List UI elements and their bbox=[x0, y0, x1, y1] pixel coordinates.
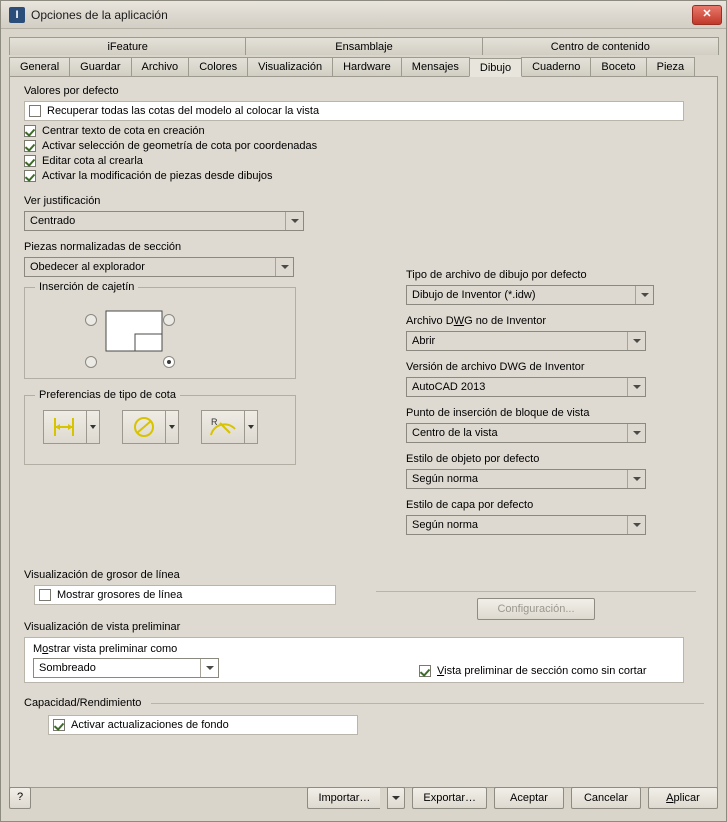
tab-bar bbox=[1, 29, 726, 76]
mostrar-vista-preliminar-label: Mostrar vista preliminar como bbox=[33, 643, 178, 655]
tab-general[interactable]: General bbox=[9, 57, 70, 76]
help-icon[interactable]: ? bbox=[9, 787, 31, 809]
tab-dibujo[interactable]: Dibujo bbox=[469, 58, 522, 77]
tipo-archivo-label: Tipo de archivo de dibujo por defecto bbox=[406, 269, 587, 281]
estilo-objeto-value: Según norma bbox=[412, 473, 479, 485]
linear-dimension-button[interactable] bbox=[43, 410, 100, 444]
estilo-capa-value: Según norma bbox=[412, 519, 479, 531]
chevron-down-icon[interactable] bbox=[627, 470, 645, 488]
title-block-preview-icon bbox=[105, 310, 163, 356]
title-bar bbox=[1, 1, 726, 29]
dwg-label: Archivo DWG no de Inventor bbox=[406, 315, 547, 327]
seleccion-geometria-label: Activar selección de geometría de cota por coordenadas bbox=[42, 140, 318, 152]
importar-split-button[interactable] bbox=[300, 787, 405, 809]
cajetin-radio-top-right[interactable] bbox=[163, 314, 175, 326]
mostrar-grosores-row[interactable] bbox=[34, 585, 336, 605]
piezas-normalizadas-value: Obedecer al explorador bbox=[30, 261, 145, 273]
preferencias-cota-legend: Preferencias de tipo de cota bbox=[35, 389, 180, 401]
dwg-version-value: AutoCAD 2013 bbox=[412, 381, 486, 393]
dialog-footer bbox=[9, 783, 718, 813]
chevron-down-icon[interactable] bbox=[200, 659, 218, 677]
radial-dimension-dropdown[interactable] bbox=[245, 410, 258, 444]
cajetin-radio-bottom-left[interactable] bbox=[85, 356, 97, 368]
estilo-capa-combo[interactable] bbox=[406, 515, 646, 535]
estilo-capa-label: Estilo de capa por defecto bbox=[406, 499, 534, 511]
tab-archivo[interactable]: Archivo bbox=[131, 57, 190, 76]
ver-justificacion-combo[interactable] bbox=[24, 211, 304, 231]
vista-preliminar-seccion-row[interactable] bbox=[419, 665, 647, 677]
vista-preliminar-box bbox=[24, 637, 684, 683]
tab-ensamblaje[interactable]: Ensamblaje bbox=[245, 37, 482, 55]
aceptar-button[interactable]: Aceptar bbox=[494, 787, 564, 809]
modificacion-piezas-label: Activar la modificación de piezas desde dibujos bbox=[42, 170, 273, 182]
vista-preliminar-seccion-checkbox[interactable] bbox=[419, 665, 431, 677]
window-title: Opciones de la aplicación bbox=[31, 7, 168, 22]
cajetin-radio-bottom-right[interactable] bbox=[163, 356, 175, 368]
piezas-normalizadas-label: Piezas normalizadas de sección bbox=[24, 241, 182, 253]
inventor-icon: I bbox=[9, 7, 25, 23]
editar-cota-row[interactable] bbox=[24, 155, 354, 167]
seleccion-geometria-row[interactable] bbox=[24, 140, 354, 152]
angular-dimension-dropdown[interactable] bbox=[166, 410, 179, 444]
vista-preliminar-seccion-label: Vista preliminar de sección como sin cortar bbox=[437, 665, 647, 677]
vista-preliminar-value: Sombreado bbox=[39, 662, 96, 674]
tab-guardar[interactable]: Guardar bbox=[69, 57, 131, 76]
estilo-objeto-label: Estilo de objeto por defecto bbox=[406, 453, 540, 465]
tab-centro-de-contenido[interactable]: Centro de contenido bbox=[482, 37, 719, 55]
importar-button[interactable]: Importar… bbox=[307, 787, 380, 809]
actualizaciones-fondo-row[interactable] bbox=[48, 715, 358, 735]
editar-cota-checkbox[interactable] bbox=[24, 155, 36, 167]
chevron-down-icon[interactable] bbox=[627, 332, 645, 350]
insercion-cajetin-group bbox=[24, 281, 296, 379]
ver-justificacion-value: Centrado bbox=[30, 215, 76, 227]
dwg-value: Abrir bbox=[412, 335, 436, 347]
svg-text:R: R bbox=[211, 417, 218, 427]
chevron-down-icon[interactable] bbox=[635, 286, 653, 304]
close-icon[interactable]: ✕ bbox=[692, 5, 722, 25]
dwg-version-label: Versión de archivo DWG de Inventor bbox=[406, 361, 585, 373]
actualizaciones-fondo-checkbox[interactable] bbox=[53, 719, 65, 731]
tab-visualizacion[interactable]: Visualización bbox=[247, 57, 333, 76]
aplicar-button[interactable]: A plicar bbox=[648, 787, 718, 809]
angular-dimension-icon bbox=[122, 410, 166, 444]
performance-section bbox=[24, 697, 704, 735]
tab-hardware[interactable]: Hardware bbox=[332, 57, 402, 76]
chevron-down-icon[interactable] bbox=[627, 378, 645, 396]
tab-row-bottom bbox=[9, 55, 718, 76]
radial-dimension-button[interactable] bbox=[201, 410, 258, 444]
recuperar-cotas-checkbox[interactable] bbox=[29, 105, 41, 117]
defaults-section bbox=[24, 85, 354, 465]
chevron-down-icon[interactable] bbox=[627, 516, 645, 534]
dibujo-panel bbox=[9, 76, 718, 788]
modificacion-piezas-checkbox[interactable] bbox=[24, 170, 36, 182]
radial-dimension-icon bbox=[201, 410, 245, 444]
tab-pieza[interactable]: Pieza bbox=[646, 57, 696, 76]
tab-cuaderno[interactable]: Cuaderno bbox=[521, 57, 591, 76]
estilo-objeto-combo[interactable] bbox=[406, 469, 646, 489]
importar-dropdown-icon[interactable] bbox=[387, 787, 405, 809]
mostrar-grosores-label: Mostrar grosores de línea bbox=[57, 589, 183, 601]
line-weight-section bbox=[24, 569, 704, 620]
tipo-archivo-combo[interactable] bbox=[406, 285, 654, 305]
performance-divider bbox=[151, 703, 704, 704]
tab-ifeature[interactable]: iFeature bbox=[9, 37, 246, 55]
angular-dimension-button[interactable] bbox=[122, 410, 179, 444]
recuperar-cotas-row[interactable] bbox=[24, 101, 684, 121]
preferencias-cota-group bbox=[24, 389, 296, 465]
ver-justificacion-label: Ver justificación bbox=[24, 195, 101, 207]
punto-insercion-label: Punto de inserción de bloque de vista bbox=[406, 407, 590, 419]
vista-preliminar-label: Visualización de vista preliminar bbox=[24, 621, 181, 633]
dwg-combo[interactable] bbox=[406, 331, 646, 351]
grosor-linea-label: Visualización de grosor de línea bbox=[24, 569, 180, 581]
punto-insercion-value: Centro de la vista bbox=[412, 427, 498, 439]
modificacion-piezas-row[interactable] bbox=[24, 170, 354, 182]
capacidad-rendimiento-label: Capacidad/Rendimiento bbox=[24, 697, 142, 709]
insercion-cajetin-legend: Inserción de cajetín bbox=[35, 281, 138, 293]
editar-cota-label: Editar cota al crearla bbox=[42, 155, 143, 167]
mostrar-grosores-checkbox[interactable] bbox=[39, 589, 51, 601]
chevron-down-icon[interactable] bbox=[627, 424, 645, 442]
linear-dimension-dropdown[interactable] bbox=[87, 410, 100, 444]
vista-preliminar-combo[interactable] bbox=[33, 658, 219, 678]
dwg-version-combo[interactable] bbox=[406, 377, 646, 397]
cancelar-button[interactable]: Cancelar bbox=[571, 787, 641, 809]
seleccion-geometria-checkbox[interactable] bbox=[24, 140, 36, 152]
piezas-normalizadas-combo[interactable] bbox=[24, 257, 294, 277]
linear-dimension-icon bbox=[43, 410, 87, 444]
right-options-column bbox=[406, 269, 696, 535]
centrar-texto-row[interactable] bbox=[24, 125, 354, 137]
actualizaciones-fondo-label: Activar actualizaciones de fondo bbox=[71, 719, 229, 731]
tab-boceto[interactable]: Boceto bbox=[590, 57, 646, 76]
tipo-archivo-value: Dibujo de Inventor (*.idw) bbox=[412, 289, 536, 301]
tab-row-top bbox=[9, 35, 718, 55]
centrar-texto-label: Centrar texto de cota en creación bbox=[42, 125, 205, 137]
chevron-down-icon[interactable] bbox=[275, 258, 293, 276]
defaults-label: Valores por defecto bbox=[24, 85, 119, 97]
centrar-texto-checkbox[interactable] bbox=[24, 125, 36, 137]
chevron-down-icon[interactable] bbox=[285, 212, 303, 230]
preview-section bbox=[24, 621, 704, 683]
exportar-button[interactable]: Exportar… bbox=[412, 787, 487, 809]
tab-colores[interactable]: Colores bbox=[188, 57, 248, 76]
config-divider bbox=[376, 591, 696, 592]
configuracion-button[interactable]: Configuración... bbox=[477, 598, 595, 620]
cajetin-radio-top-left[interactable] bbox=[85, 314, 97, 326]
tab-mensajes[interactable]: Mensajes bbox=[401, 57, 470, 76]
punto-insercion-combo[interactable] bbox=[406, 423, 646, 443]
recuperar-cotas-label: Recuperar todas las cotas del modelo al colocar la vista bbox=[47, 105, 320, 117]
